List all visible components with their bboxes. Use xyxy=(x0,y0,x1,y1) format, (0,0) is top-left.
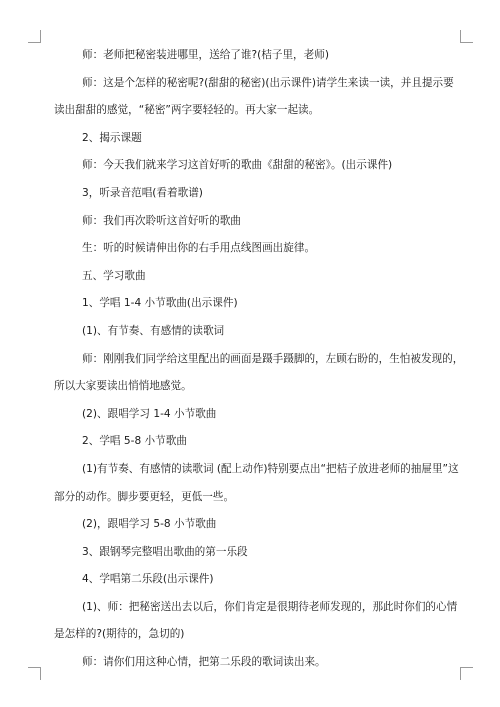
document-body xyxy=(54,42,464,677)
crop-mark-top-left xyxy=(28,30,41,43)
paragraph: 师：我们再次聆听这首好听的歌曲 xyxy=(82,214,241,227)
paragraph: 五、学习歌曲 xyxy=(82,269,146,282)
paragraph: 1、学唱 1-4 小节歌曲(出示课件) xyxy=(82,297,238,310)
paragraph: 师：请你们用这种心情，把第二乐段的歌词读出来。 xyxy=(82,656,326,669)
crop-mark-top-right xyxy=(460,30,473,43)
paragraph: 师：这是个怎样的秘密呢?(甜甜的秘密)(出示课件)请学生来读一读，并且提示要 xyxy=(82,76,454,89)
paragraph: 2、揭示课题 xyxy=(82,131,142,144)
paragraph: 2、学唱 5-8 小节歌曲 xyxy=(82,435,187,448)
paragraph: (1)、有节奏、有感情的读歌词 xyxy=(82,324,225,337)
paragraph: (1)、师：把秘密送出去以后，你们肯定是很期待老师发现的，那此时你们的心情 xyxy=(82,600,458,613)
crop-mark-bottom-right xyxy=(460,667,473,680)
paragraph: 生：听的时候请伸出你的右手用点线图画出旋律。 xyxy=(82,242,316,255)
paragraph: 3，听录音范唱(看着歌谱) xyxy=(82,186,203,199)
paragraph: (2)，跟唱学习 5-8 小节歌曲 xyxy=(82,518,217,531)
paragraph: 3、跟钢琴完整唱出歌曲的第一乐段 xyxy=(82,545,248,558)
paragraph: 师：今天我们就来学习这首好听的歌曲《甜甜的秘密》。(出示课件) xyxy=(82,159,393,172)
paragraph: 是怎样的?(期待的，急切的) xyxy=(54,628,185,641)
paragraph: (1)有节奏、有感情的读歌词 (配上动作)特别要点出“把桔子放进老师的抽屉里”这 xyxy=(82,462,459,475)
paragraph: 部分的动作。脚步要更轻，更低一些。 xyxy=(54,490,235,503)
paragraph: 师：刚刚我们同学给这里配出的画面是蹑手蹑脚的，左顾右盼的，生怕被发现的， xyxy=(82,352,464,365)
crop-mark-bottom-left xyxy=(28,667,41,680)
paragraph: 师：老师把秘密装进哪里，送给了谁?(桔子里，老师) xyxy=(82,49,329,61)
paragraph: 读出甜甜的感觉，“秘密”两字要轻轻的。再大家一起读。 xyxy=(54,104,320,117)
paragraph: 4、学唱第二乐段(出示课件) xyxy=(82,573,214,586)
paragraph: (2)、跟唱学习 1-4 小节歌曲 xyxy=(82,407,217,420)
paragraph: 所以大家要读出悄悄地感觉。 xyxy=(54,380,192,393)
